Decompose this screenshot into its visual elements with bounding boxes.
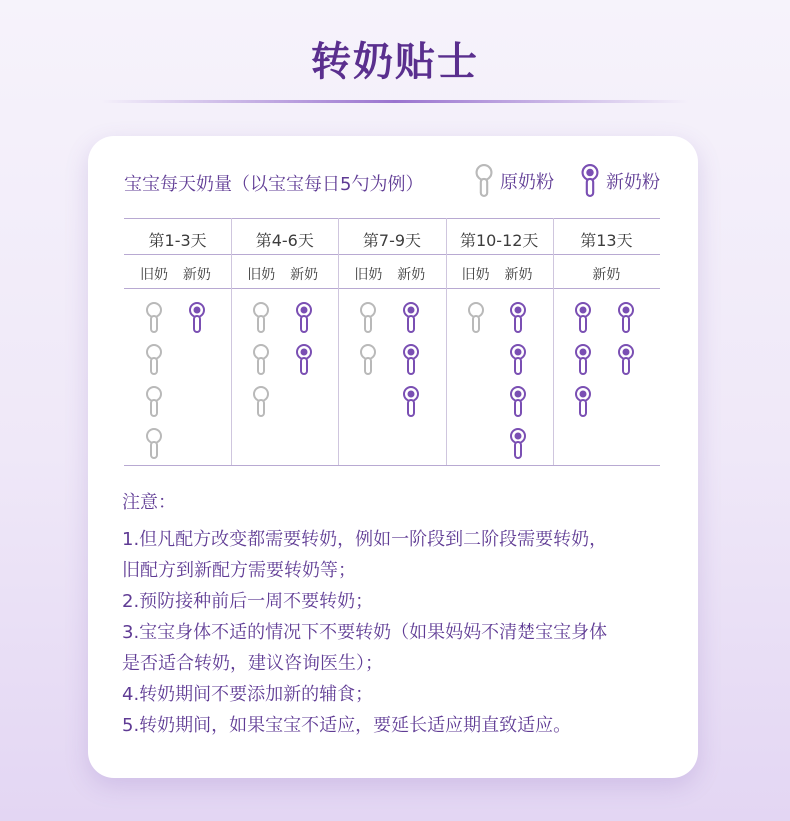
new-formula-scoop-icon — [509, 386, 527, 418]
column-divider — [553, 218, 554, 465]
old-formula-scoop-icon — [145, 386, 163, 418]
new-formula-scoop-icon — [617, 302, 635, 334]
table-subheader-line — [124, 288, 660, 289]
old-formula-scoop-icon — [467, 302, 485, 334]
note-line: 1.但凡配方改变都需要转奶，例如一阶段到二阶段需要转奶， — [122, 529, 608, 550]
new-formula-scoop-icon — [402, 386, 420, 418]
old-formula-scoop-icon — [145, 344, 163, 376]
tips-card — [88, 136, 698, 778]
old-formula-subheader: 旧奶 — [140, 267, 169, 283]
new-formula-scoop-icon — [574, 344, 592, 376]
old-formula-subheader: 旧奶 — [247, 267, 276, 283]
new-formula-scoop-icon — [188, 302, 206, 334]
old-formula-scoop-icon — [145, 428, 163, 460]
note-line: 是否适合转奶，建议咨询医生）； — [122, 653, 383, 674]
new-formula-subheader: 新奶 — [182, 267, 211, 283]
period-header: 第4-6天 — [255, 231, 314, 250]
note-line: 5.转奶期间，如果宝宝不适应，要延长适应期直致适应。 — [122, 715, 572, 736]
new-formula-scoop-icon — [580, 164, 600, 198]
table-top-line — [124, 218, 660, 219]
legend-old-label: 原奶粉 — [500, 172, 554, 193]
note-line: 2.预防接种前后一周不要转奶； — [122, 591, 374, 612]
legend-new-label: 新奶粉 — [606, 172, 660, 193]
period-header: 第7-9天 — [362, 231, 422, 250]
notes-section — [122, 488, 682, 741]
notes-heading: 注意： — [122, 492, 176, 513]
table-bottom-line — [124, 465, 660, 466]
old-formula-scoop-icon — [252, 386, 270, 418]
new-formula-scoop-icon — [509, 302, 527, 334]
period-header: 第1-3天 — [148, 231, 207, 250]
new-formula-subheader: 新奶 — [397, 267, 426, 283]
column-divider — [338, 218, 339, 465]
new-formula-scoop-icon — [402, 344, 420, 376]
new-formula-scoop-icon — [295, 302, 313, 334]
page-title: 转奶贴士 — [311, 39, 479, 85]
note-line: 3.宝宝身体不适的情况下不要转奶（如果妈妈不清楚宝宝身体 — [122, 622, 608, 643]
new-formula-scoop-icon — [402, 302, 420, 334]
legend-new — [580, 164, 660, 198]
new-formula-subheader: 新奶 — [504, 267, 533, 283]
new-formula-scoop-icon — [509, 344, 527, 376]
old-formula-scoop-icon — [359, 344, 377, 376]
note-line: 旧配方到新配方需要转奶等； — [122, 560, 356, 581]
legend-old — [474, 164, 554, 198]
period-header: 第13天 — [580, 231, 633, 250]
new-formula-subheader: 新奶 — [290, 267, 319, 283]
transition-schedule-table — [124, 218, 660, 466]
old-formula-scoop-icon — [359, 302, 377, 334]
note-line: 4.转奶期间不要添加新的辅食； — [122, 684, 374, 705]
new-formula-subheader: 新奶 — [592, 267, 621, 283]
new-formula-scoop-icon — [574, 302, 592, 334]
old-formula-subheader: 旧奶 — [354, 267, 383, 283]
new-formula-scoop-icon — [617, 344, 635, 376]
old-formula-scoop-icon — [145, 302, 163, 334]
daily-amount-caption: 宝宝每天奶量（以宝宝每日5勺为例） — [124, 174, 424, 195]
table-header-line — [124, 254, 660, 255]
column-divider — [231, 218, 232, 465]
new-formula-scoop-icon — [295, 344, 313, 376]
old-formula-scoop-icon — [474, 164, 494, 198]
title-divider — [100, 100, 690, 103]
old-formula-subheader: 旧奶 — [461, 267, 490, 283]
old-formula-scoop-icon — [252, 344, 270, 376]
old-formula-scoop-icon — [252, 302, 270, 334]
column-divider — [446, 218, 447, 465]
new-formula-scoop-icon — [509, 428, 527, 460]
period-header: 第10-12天 — [459, 231, 539, 250]
new-formula-scoop-icon — [574, 386, 592, 418]
